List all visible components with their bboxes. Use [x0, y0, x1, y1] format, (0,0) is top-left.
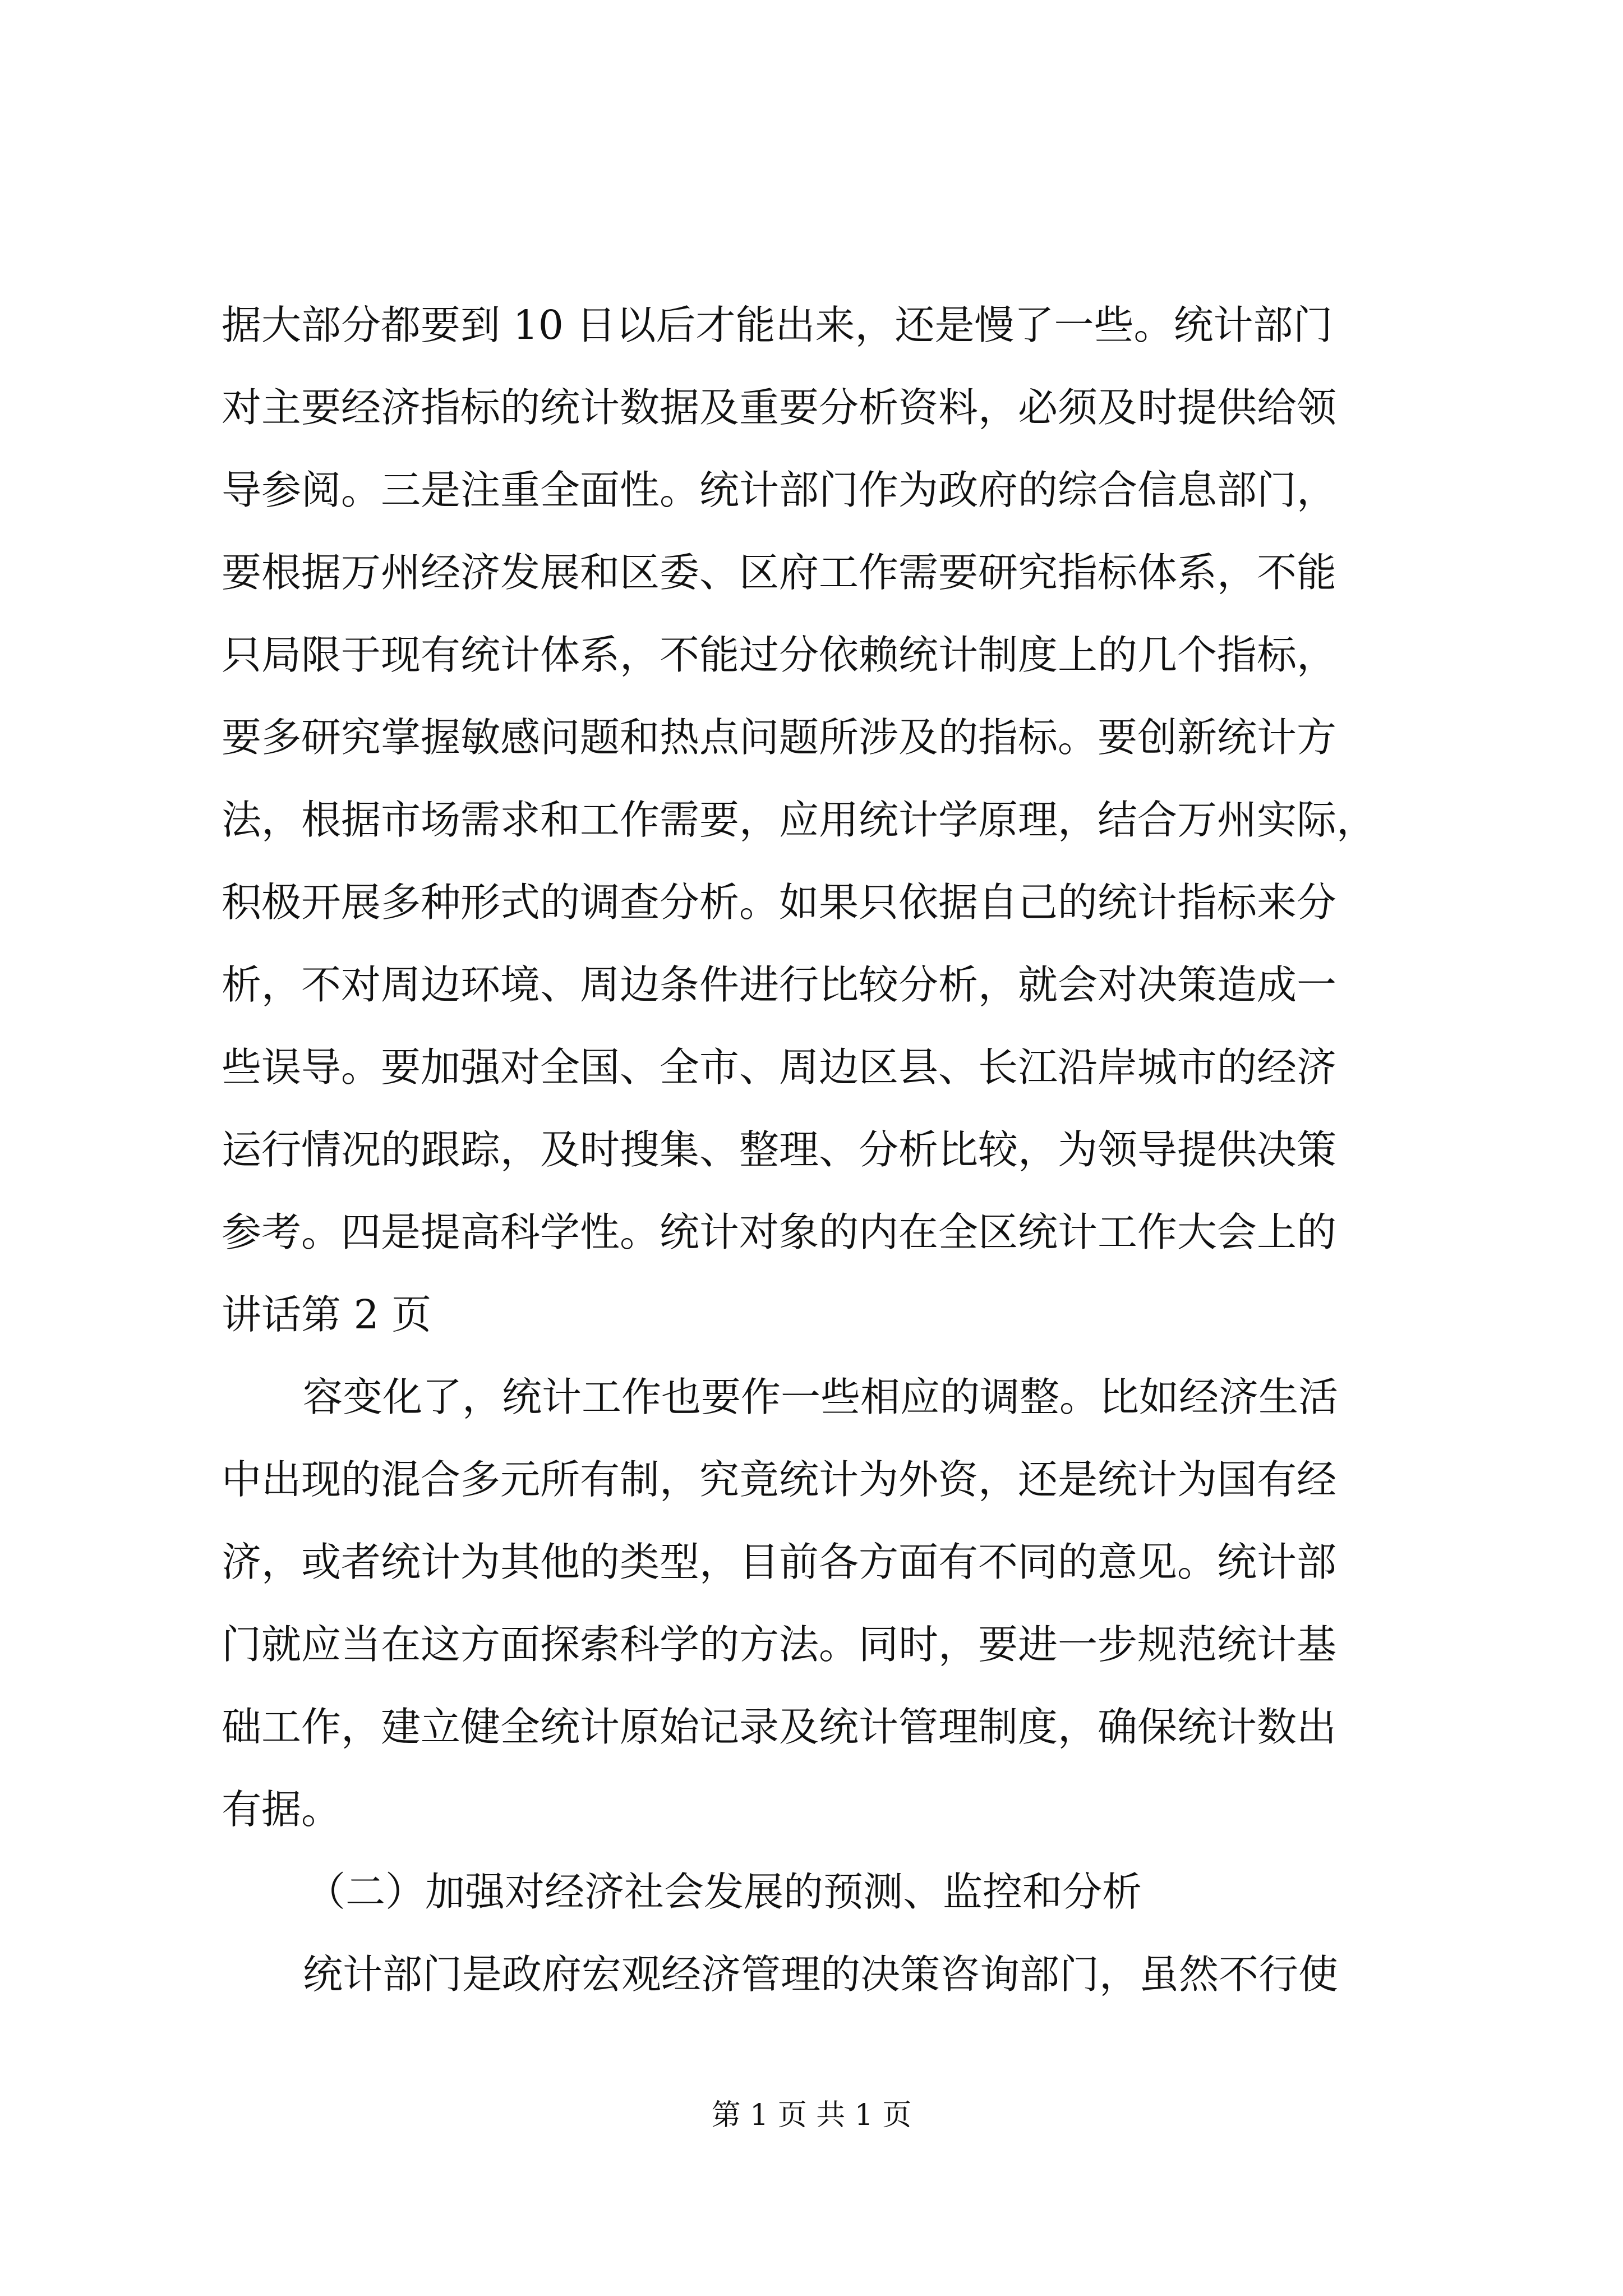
- text-line: 要多研究掌握敏感问题和热点问题所涉及的指标。要创新统计方: [222, 714, 1337, 761]
- page-footer: 第 1 页 共 1 页: [711, 2099, 912, 2132]
- text-line: 积极开展多种形式的调查分析。如果只依据自己的统计指标来分: [222, 879, 1337, 926]
- paragraph-first-line: 容变化了，统计工作也要作一些相应的调整。比如经济生活: [303, 1374, 1339, 1420]
- text-line: 据大部分都要到 10 日以后才能出来，还是慢了一些。统计部门: [222, 302, 1333, 348]
- text-line: 要根据万州经济发展和区委、区府工作需要研究指标体系，不能: [222, 549, 1337, 596]
- text-line: 析，不对周边环境、周边条件进行比较分析，就会对决策造成一: [222, 961, 1337, 1008]
- section-heading: （二）加强对经济社会发展的预测、监控和分析: [306, 1869, 1142, 1915]
- text-line: 济，或者统计为其他的类型，目前各方面有不同的意见。统计部: [222, 1539, 1337, 1585]
- paragraph-first-line: 统计部门是政府宏观经济管理的决策咨询部门，虽然不行使: [303, 1951, 1339, 1998]
- text-line: 门就应当在这方面探索科学的方法。同时，要进一步规范统计基: [222, 1621, 1337, 1668]
- text-line: 些误导。要加强对全国、全市、周边区县、长江沿岸城市的经济: [222, 1044, 1337, 1091]
- text-line: 对主要经济指标的统计数据及重要分析资料，必须及时提供给领: [222, 384, 1337, 431]
- text-line: 中出现的混合多元所有制，究竟统计为外资，还是统计为国有经: [222, 1456, 1337, 1503]
- text-line: 法，根据市场需求和工作需要，应用统计学原理，结合万州实际，: [222, 797, 1377, 843]
- text-line: 运行情况的跟踪，及时搜集、整理、分析比较，为领导提供决策: [222, 1126, 1337, 1173]
- text-line: 导参阅。三是注重全面性。统计部门作为政府的综合信息部门，: [222, 467, 1337, 513]
- text-line: 讲话第 2 页: [222, 1291, 432, 1338]
- text-line: 只局限于现有统计体系，不能过分依赖统计制度上的几个指标，: [222, 632, 1337, 678]
- text-line: 有据。: [222, 1786, 342, 1833]
- text-line: 础工作，建立健全统计原始记录及统计管理制度，确保统计数出: [222, 1704, 1337, 1750]
- text-line: 参考。四是提高科学性。统计对象的内在全区统计工作大会上的: [222, 1209, 1337, 1255]
